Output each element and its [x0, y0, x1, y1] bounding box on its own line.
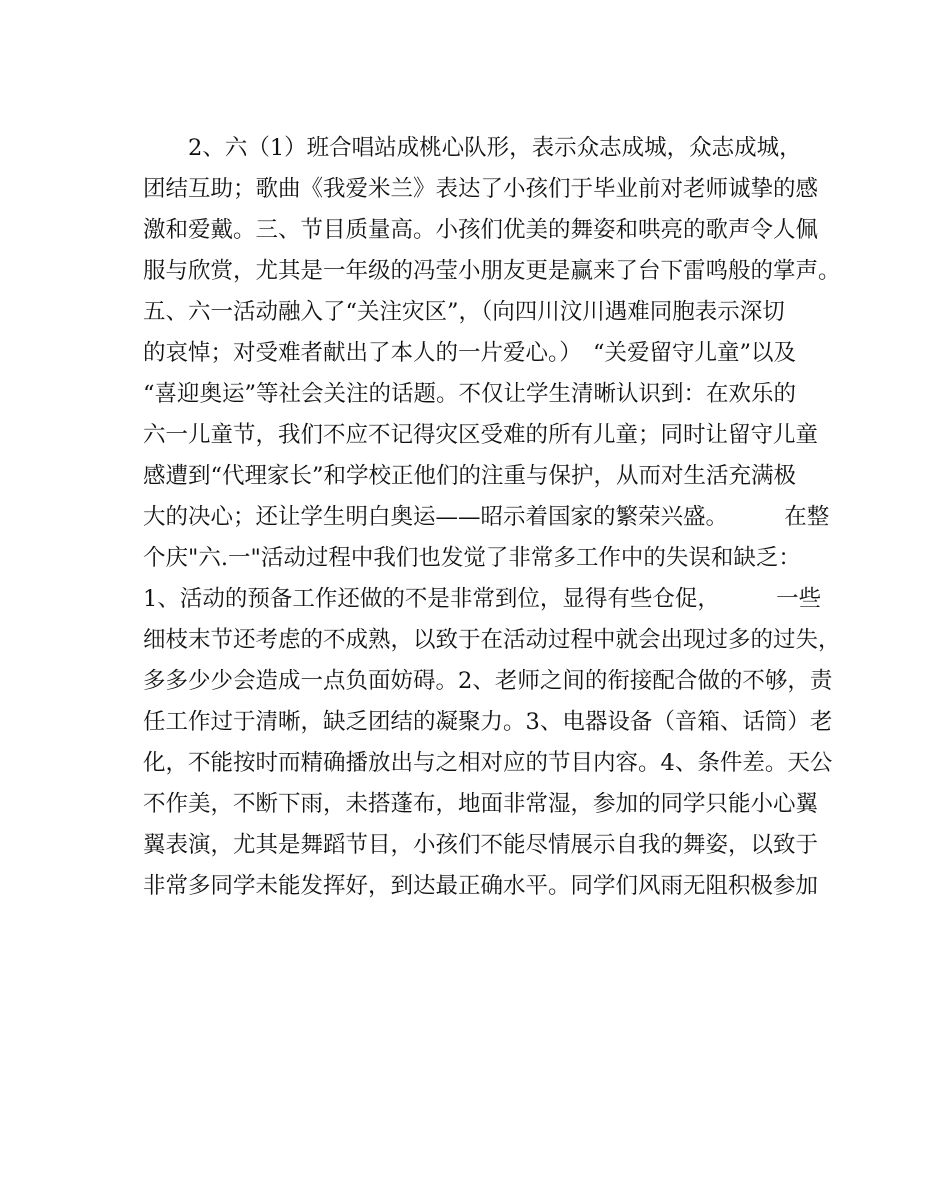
text-line: 翼表演，尤其是舞蹈节目，小孩们不能尽情展示自我的舞姿，以致于 — [143, 832, 819, 858]
text-line: 大的决心；还让学生明白奥运——昭示着国家的繁荣兴盛。 在整 — [143, 504, 830, 530]
text-line: 团结互助；歌曲《我爱米兰》表达了小孩们于毕业前对老师诚挚的感 — [143, 176, 819, 202]
text-line: 非常多同学未能发挥好，到达最正确水平。同学们风雨无阻积极参加 — [143, 873, 819, 899]
body-text — [143, 128, 843, 907]
text-line: 任工作过于清晰，缺乏团结的凝聚力。3、电器设备（音箱、话筒）老 — [143, 709, 833, 735]
text-line: 不作美，不断下雨，未搭蓬布，地面非常湿，参加的同学只能小心翼 — [143, 791, 819, 817]
text-line: 个庆"六.一"活动过程中我们也发觉了非常多工作中的失误和缺乏： — [143, 545, 801, 571]
text-line: 的哀悼；对受难者献出了本人的一片爱心。） “关爱留守儿童”以及 — [143, 340, 797, 366]
text-line: 激和爱戴。三、节目质量高。小孩们优美的舞姿和哄亮的歌声令人佩 — [143, 217, 819, 243]
text-line: 五、六一活动融入了“关注灾区”，（向四川汶川遇难同胞表示深切 — [143, 299, 785, 325]
text-line: 六一儿童节，我们不应不记得灾区受难的所有儿童；同时让留守儿童 — [143, 422, 819, 448]
text-line: 细枝末节还考虑的不成熟，以致于在活动过程中就会出现过多的过失， — [143, 627, 841, 653]
text-line: “喜迎奥运”等社会关注的话题。不仅让学生清晰认识到：在欢乐的 — [143, 381, 797, 407]
text-line: 多多少少会造成一点负面妨碍。2、老师之间的衔接配合做的不够，责 — [143, 668, 833, 694]
text-line: 化，不能按时而精确播放出与之相对应的节目内容。4、条件差。天公 — [143, 750, 833, 776]
text-line: 服与欣赏，尤其是一年级的冯莹小朋友更是赢来了台下雷鸣般的掌声。 — [143, 258, 841, 284]
text-line: 2、六（1）班合唱站成桃心队形，表示众志成城，众志成城， — [143, 135, 802, 161]
text-line: 1、活动的预备工作还做的不是非常到位，显得有些仓促， 一些 — [143, 586, 822, 612]
text-line: 感遭到“代理家长”和学校正他们的注重与保护，从而对生活充满极 — [143, 463, 797, 489]
